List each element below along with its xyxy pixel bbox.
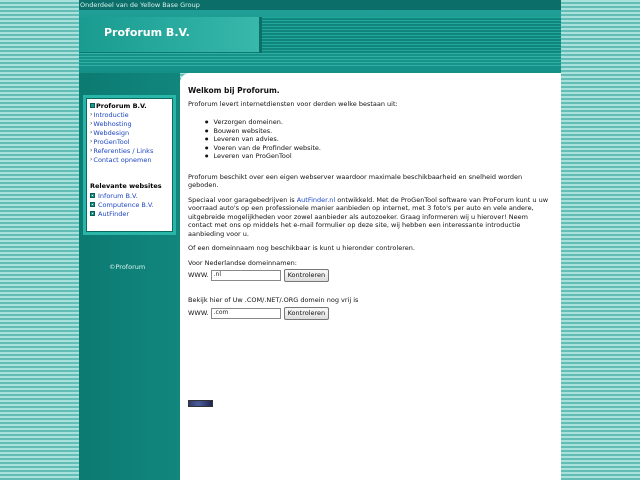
nl-check-button[interactable]: Kontroleren <box>284 269 330 282</box>
site-link-autfinder[interactable]: AutFinder <box>90 209 170 218</box>
nav-title: Proforum B.V. <box>90 101 170 110</box>
header <box>79 10 561 73</box>
square-icon <box>90 193 95 198</box>
group-text: Onderdeel van de Yellow Base Group <box>80 1 200 9</box>
www-prefix: WWW. <box>188 308 209 317</box>
nav-item-referenties[interactable]: › Referenties / Links <box>90 146 154 155</box>
site-title: Proforum B.V. <box>104 26 190 39</box>
domain-text: Of een domeinnaam nog beschikbaar is kunt u hieronder controleren. <box>188 244 415 252</box>
server-text: Proforum beschikt over een eigen webserver waardoor maximale beschikbaarheid en snelheid worden geboden. <box>188 172 523 189</box>
footer-badge <box>188 400 213 407</box>
chevron-right-icon: › <box>90 111 93 118</box>
square-icon <box>90 211 95 216</box>
list-item: ● Leveren van advies. <box>205 135 553 144</box>
chevron-right-icon: › <box>90 138 93 145</box>
com-form <box>188 307 553 320</box>
chevron-right-icon: › <box>90 120 93 127</box>
services-list <box>205 118 553 161</box>
chevron-right-icon: › <box>90 129 93 136</box>
www-prefix: WWW. <box>188 271 209 280</box>
top-bar <box>79 0 561 10</box>
chevron-right-icon: › <box>90 156 93 163</box>
sidebar <box>79 73 180 480</box>
site-title-block <box>79 17 259 53</box>
nl-label: Voor Nederlandse domeinnamen: <box>188 258 297 267</box>
site-link-inforum[interactable]: Inforum B.V. <box>90 191 170 200</box>
nav-item-webdesign[interactable]: › Webdesign <box>90 128 130 137</box>
header-tab <box>259 17 561 53</box>
square-icon <box>90 202 95 207</box>
garage-text: Speciaal voor garagebedrijven is AutFinder.nl ontwikkeld. Met de ProGenTool software van ProForum kunt u uw voorraad auto's op een professionele manier aanbieden op internet, met 3 foto's per auto en vele andere, uitgebreide mogelijkheden voor zowel aanbieder als autozoeker. Graag informeren wij u hierover! Neem contact met ons op middels het e-mail formulier op deze site, wij hebben een interessante introductie aanbieding voor u. <box>188 195 549 238</box>
list-item: ● Verzorgen domeinen. <box>205 118 553 127</box>
main-content <box>180 73 561 480</box>
page-heading: Welkom bij Proforum. <box>188 86 280 95</box>
list-item: ● Voeren van de Profinder website. <box>205 144 553 153</box>
site-link-computence[interactable]: Computence B.V. <box>90 200 170 209</box>
list-item: ● Bouwen websites. <box>205 127 553 136</box>
nav-item-progentool[interactable]: › ProGenTool <box>90 137 130 146</box>
relevant-sites-heading: Relevante websites <box>90 182 162 190</box>
nav-box <box>83 95 176 235</box>
nav-item-contact[interactable]: › Contact opnemen <box>90 155 152 164</box>
com-label: Bekijk hier of Uw .COM/.NET/.ORG domein nog vrij is <box>188 296 359 304</box>
chevron-right-icon: › <box>90 147 93 154</box>
page <box>79 0 561 480</box>
nav-item-webhosting[interactable]: › Webhosting <box>90 119 132 128</box>
nl-form <box>188 269 553 282</box>
nl-domain-input[interactable]: .nl <box>211 270 281 281</box>
nav-item-introductie[interactable]: › Introductie <box>90 110 129 119</box>
com-domain-input[interactable]: .com <box>211 308 281 319</box>
com-check-button[interactable]: Kontroleren <box>284 307 330 320</box>
autfinder-link[interactable]: AutFinder.nl <box>296 195 336 204</box>
copyright: ©Proforum <box>109 263 146 271</box>
square-icon <box>90 103 95 108</box>
intro-text: Proforum levert internetdiensten voor derden welke bestaan uit: <box>188 99 398 108</box>
list-item: ● Leveren van ProGenTool <box>205 152 553 161</box>
